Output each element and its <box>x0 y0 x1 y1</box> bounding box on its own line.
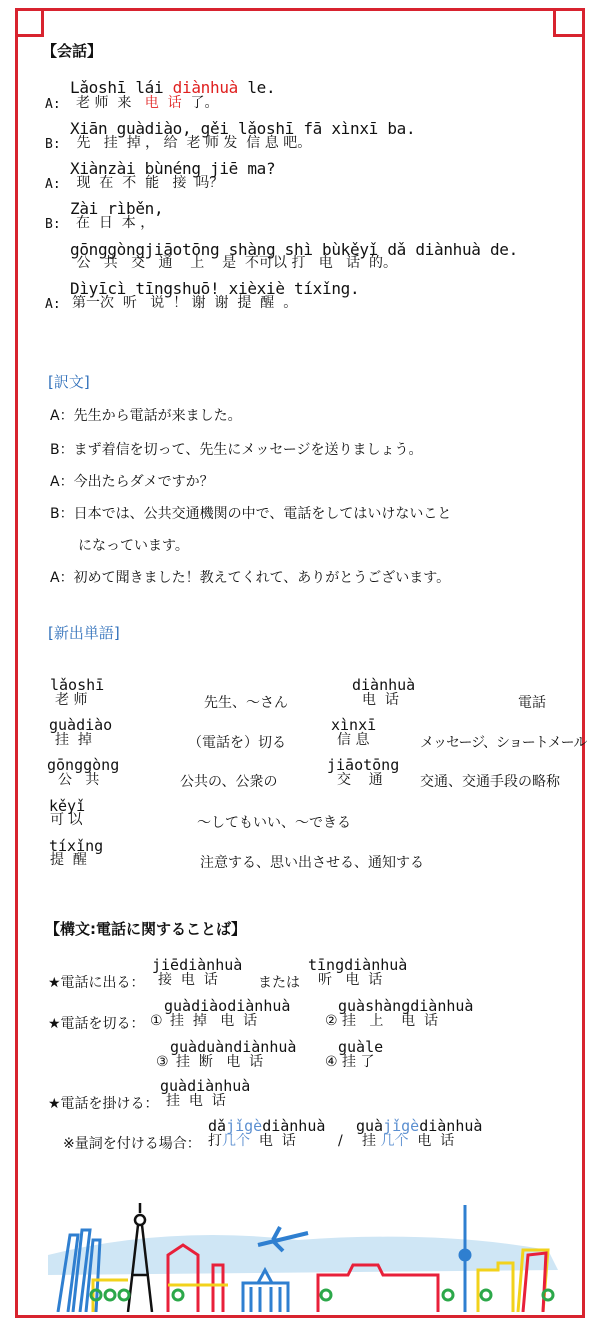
translation-line: B：まず着信を切って、先生にメッセージを送りましょう。 <box>50 442 423 458</box>
translation-line: A：今出たらダメですか？ <box>50 474 214 490</box>
or-text: または <box>258 975 300 991</box>
answer-label: ★電話に出る： <box>48 975 145 991</box>
pinyin <box>70 80 275 96</box>
pinyin-measure: jǐgè <box>226 1117 263 1135</box>
pinyin-text: guà <box>356 1117 384 1135</box>
vocab-pinyin: jiāotōng <box>327 756 400 774</box>
hanzi: 挂 断 电 话 <box>176 1054 264 1070</box>
speaker-label: A: <box>45 297 61 312</box>
vocab-meaning: 先生、～さん <box>204 695 288 711</box>
call-label: ★電話を掛ける： <box>48 1096 159 1112</box>
vocab-meaning: （電話を）切る <box>188 735 286 751</box>
pinyin: gōnggòngjiāotōng shàng shì bùkěyǐ dǎ diànhuà de. <box>70 240 518 259</box>
vocab-hanzi: 信 息 <box>337 732 370 748</box>
measure-label: ※量詞を付ける場合： <box>63 1136 201 1152</box>
building-icon <box>93 1280 228 1312</box>
pinyin-text: diànhuà <box>419 1117 483 1135</box>
pinyin: guàduàndiànhuà <box>170 1038 297 1056</box>
hanzi: 挂 掉 电 话 <box>170 1013 258 1029</box>
translation-line: A：先生から電話が来ました。 <box>50 408 242 424</box>
vocab-pinyin: tíxǐng <box>49 837 104 855</box>
pinyin <box>208 1119 325 1134</box>
number: ③ <box>156 1054 169 1070</box>
vocab-meaning: 交通、交通手段の略称 <box>420 774 560 790</box>
pinyin: tīngdiànhuà <box>308 956 408 974</box>
vocab-hanzi: 老 师 <box>55 692 88 708</box>
hanzi <box>76 96 219 111</box>
pinyin: Dìyīcì tīngshuō! xièxiè tíxǐng. <box>70 279 360 298</box>
hanzi: 第一次 听 说 ！ 谢 谢 提 醒 。 <box>72 295 298 311</box>
hanzi: 在 日 本 ， <box>76 215 155 231</box>
corner-ornament <box>553 8 582 37</box>
hanzi-measure: 几个 <box>376 1133 409 1149</box>
speaker-label: A: <box>45 177 61 192</box>
speaker-label: B: <box>45 217 61 232</box>
hanzi: 挂 上 电 话 <box>342 1013 439 1029</box>
vocab-meaning: 公共の、公衆の <box>180 774 278 790</box>
hanzi: 挂 了 <box>342 1054 375 1070</box>
vocab-hanzi: 可 以 <box>50 812 83 828</box>
vocab-hanzi: 提 醒 <box>50 852 87 868</box>
speaker-label: A: <box>45 97 61 112</box>
vocab-hanzi: 电 话 <box>362 692 399 708</box>
translation-line: になっています。 <box>50 538 189 554</box>
pinyin: guàdiànhuà <box>160 1077 251 1095</box>
hanzi: 接 电 话 <box>158 972 218 988</box>
vocab-pinyin: gōnggòng <box>47 756 120 774</box>
pinyin-text: le. <box>238 78 276 97</box>
conversation-title: 【会話】 <box>42 42 103 60</box>
pinyin-text: dǎ <box>208 1117 227 1135</box>
pinyin-text: Lǎoshī lái <box>70 78 173 97</box>
vocab-meaning: メッセージ、ショートメール <box>420 735 587 751</box>
number: ④ <box>325 1054 338 1070</box>
vocab-meaning: 電話 <box>518 695 546 711</box>
pinyin: jiēdiànhuà <box>152 956 243 974</box>
vocab-pinyin: guàdiào <box>49 716 113 734</box>
hanzi-text: 老 师 来 <box>76 95 141 111</box>
hanzi: 公 共 交 通 上 是 不可以 打 电 话 的。 <box>72 255 398 271</box>
hanzi-highlight: 电 话 <box>140 95 182 111</box>
pinyin: Zài rìběn, <box>70 199 164 218</box>
pinyin: Xiànzài bùnéng jiē ma? <box>70 159 276 178</box>
translation-line: A：初めて聞きました！教えてくれて、ありがとうございます。 <box>50 570 451 586</box>
pinyin-text: diànhuà <box>262 1117 326 1135</box>
hanzi-measure: 几个 <box>222 1133 250 1149</box>
number: ② <box>325 1013 338 1029</box>
pinyin-highlight: diànhuà <box>172 78 239 97</box>
translation-line: B：日本では、公共交通機関の中で、電話をしてはいけないこと <box>50 506 452 522</box>
hanzi: 先 挂 掉 ， 给 老 师 发 信 息 吧。 <box>72 135 312 151</box>
pinyin <box>356 1119 482 1134</box>
hanzi-text: 了。 <box>181 95 219 111</box>
hanzi: 现 在 不 能 接 吗？ <box>72 175 224 191</box>
trees-icon <box>91 1290 553 1300</box>
translation-title: [訳文] <box>48 373 90 391</box>
vocab-hanzi: 挂 掉 <box>55 732 92 748</box>
vocab-pinyin: kěyǐ <box>49 797 86 815</box>
slash: / <box>338 1133 343 1149</box>
corner-ornament <box>15 8 44 37</box>
pinyin: Xiān guàdiào, gěi lǎoshī fā xìnxī ba. <box>70 119 416 138</box>
hanzi: 听 电 话 <box>318 972 383 988</box>
pinyin: guàle <box>338 1038 384 1056</box>
pinyin-measure: jǐgè <box>383 1117 420 1135</box>
hanzi <box>362 1134 454 1149</box>
hangup-label: ★電話を切る： <box>48 1016 145 1032</box>
vocabulary-title: [新出単語] <box>48 624 120 642</box>
vocab-pinyin: diànhuà <box>352 676 416 694</box>
brandenburg-gate-icon <box>243 1270 288 1312</box>
speaker-label: B: <box>45 137 61 152</box>
pinyin: guàshàngdiànhuà <box>338 997 474 1015</box>
hanzi-text: 电 话 <box>408 1133 455 1149</box>
city-skyline-illustration <box>18 1195 582 1312</box>
fernsehturm-icon <box>460 1205 470 1312</box>
hanzi-text: 打 <box>208 1133 222 1149</box>
hanzi <box>208 1134 296 1149</box>
hanzi-text: 挂 <box>362 1133 376 1149</box>
number: ① <box>150 1013 163 1029</box>
vocab-hanzi: 公 共 <box>58 772 100 788</box>
hanzi: 挂 电 话 <box>166 1093 226 1109</box>
vocab-meaning: 注意する、思い出させる、通知する <box>200 855 424 871</box>
vocab-hanzi: 交 通 <box>337 772 383 788</box>
vocab-meaning: ～してもいい、～できる <box>197 815 351 831</box>
hanzi-text: 电 话 <box>250 1133 296 1149</box>
vocab-pinyin: xìnxī <box>331 716 377 734</box>
syntax-title: 【構文:電話に関することば】 <box>45 920 246 938</box>
vocab-pinyin: lǎoshī <box>50 676 105 694</box>
pinyin: guàdiàodiànhuà <box>164 997 291 1015</box>
